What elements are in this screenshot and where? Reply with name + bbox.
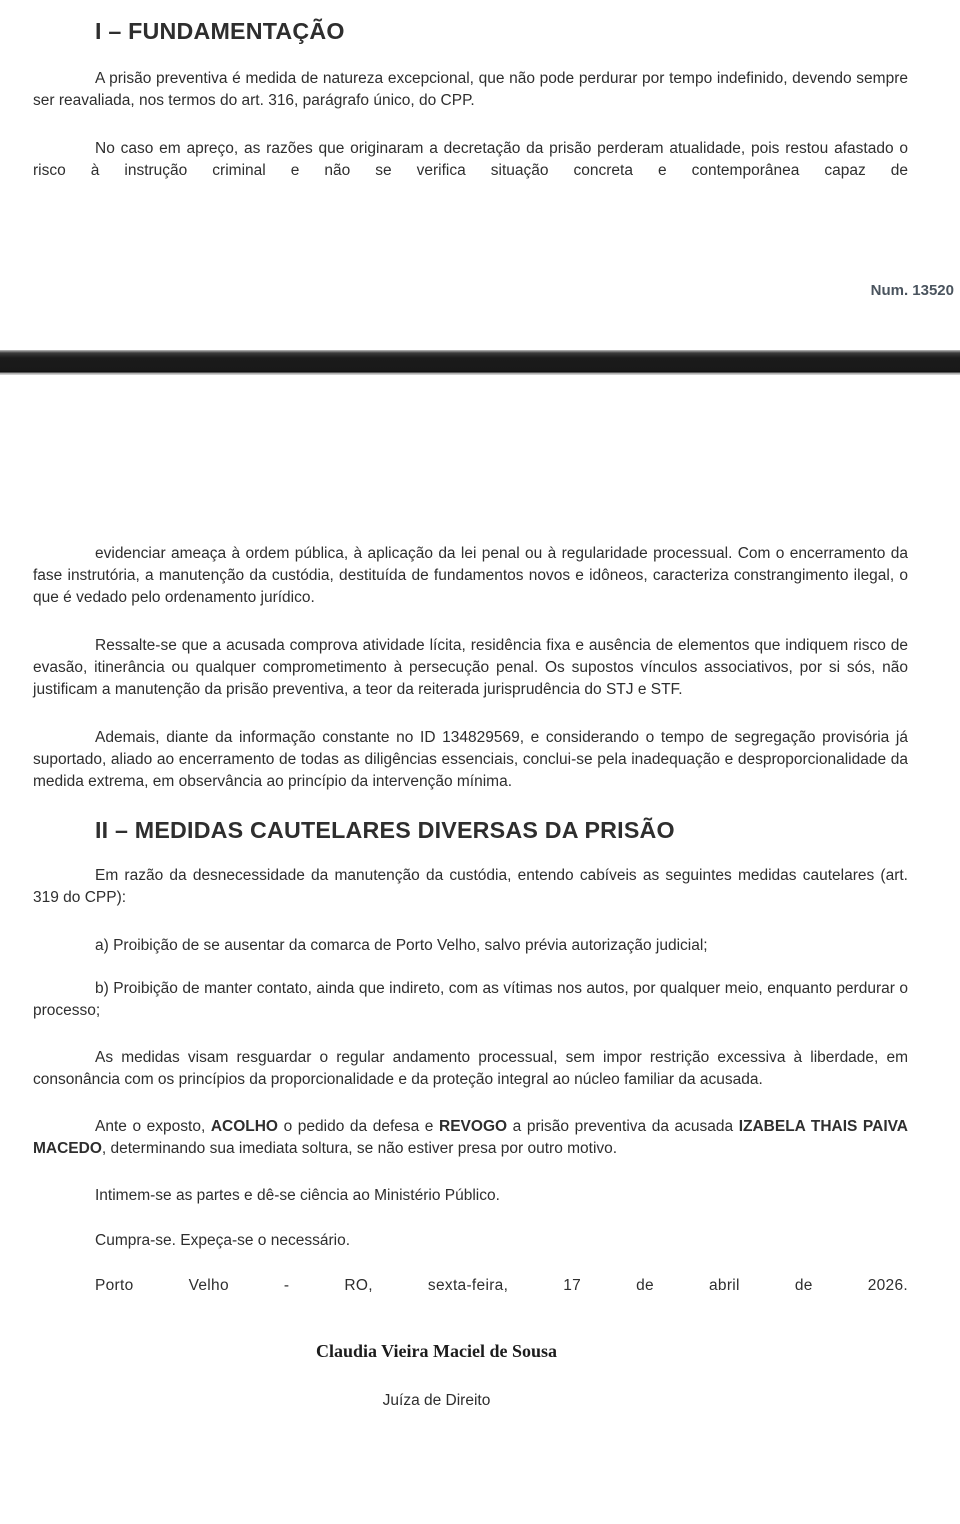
paragraph-prisao-preventiva: A prisão preventiva é medida de natureza excepcional, que não pode perdurar por tempo indefinido, devendo sempre ser reavaliada, nos termos do art. 316, parágrafo único, do CPP. <box>33 70 908 109</box>
paragraph-ademais: Ademais, diante da informação constante no ID 134829569, e considerando o tempo de segregação provisória já suportado, aliado ao encerramento de todas as diligências essenciais, conclui-se pela inadequação e desproporcionalidade da medida extrema, em observância ao princípio da intervenção mínima. <box>33 729 908 790</box>
document-page-2 <box>0 543 960 1412</box>
paragraph-intimem-se: Intimem-se as partes e dê-se ciência ao Ministério Público. <box>95 1187 500 1204</box>
paragraph-decisao-revogacao: Ante o exposto, ACOLHO o pedido da defesa e REVOGO a prisão preventiva da acusada IZABELA THAIS PAIVA MACEDO, determinando sua imediata soltura, se não estiver presa por outro motivo. <box>33 1118 909 1157</box>
section-heading-medidas-cautelares: II – MEDIDAS CAUTELARES DIVERSAS DA PRISÃO <box>95 817 675 843</box>
paragraph-cumpra-se: Cumpra-se. Expeça-se o necessário. <box>95 1232 351 1249</box>
signature-name: Claudia Vieira Maciel de Sousa <box>315 1341 557 1361</box>
paragraph-em-razao: Em razão da desnecessidade da manutenção da custódia, entendo cabíveis as seguintes medidas cautelares (art. 319 do CPP): <box>33 867 908 906</box>
page-separator-bar <box>0 350 960 375</box>
document-page-1 <box>0 0 960 301</box>
paragraph-evidenciar-ameaca: evidenciar ameaça à ordem pública, à aplicação da lei penal ou à regularidade processual. Com o encerramento da fase instrutória, a manutenção da custódia, destituída de fundamentos novos e idôneos, caracteriza constrangimento ilegal, o que é vedado pelo ordenamento jurídico. <box>33 545 908 606</box>
paragraph-as-medidas: As medidas visam resguardar o regular andamento processual, sem impor restrição excessiva à liberdade, em consonância com os princípios da proporcionalidade e da proteção integral ao núcleo familiar da acusada. <box>33 1049 908 1088</box>
list-item-b: b) Proibição de manter contato, ainda que indireto, com as vítimas nos autos, por qualquer meio, enquanto perdurar o processo; <box>33 980 908 1019</box>
list-item-a: a) Proibição de se ausentar da comarca de Porto Velho, salvo prévia autorização judicial; <box>95 937 708 954</box>
paragraph-no-caso-em-apreco: No caso em apreço, as razões que originaram a decretação da prisão perderam atualidade, pois restou afastado o risco à instrução criminal e não se verifica situação concreta e contemporânea capaz de <box>33 140 908 179</box>
section-heading-fundamentacao: I – FUNDAMENTAÇÃO <box>95 18 345 44</box>
doc-number-stamp: Num. 13520 <box>870 282 954 299</box>
signature-role: Juíza de Direito <box>382 1392 491 1409</box>
doc-number-row <box>33 281 954 301</box>
date-line: Porto Velho - RO, sexta-feira, 17 de abril de 2026. <box>95 1277 908 1294</box>
signature-block <box>33 1339 840 1412</box>
paragraph-ressalte-se: Ressalte-se que a acusada comprova atividade lícita, residência fixa e ausência de elementos que indiquem risco de evasão, itinerância ou qualquer comprometimento à persecução penal. Os supostos vínculos associativos, por si sós, não justificam a manutenção da prisão preventiva, a teor da reiterada jurisprudência do STJ e STF. <box>33 637 908 698</box>
